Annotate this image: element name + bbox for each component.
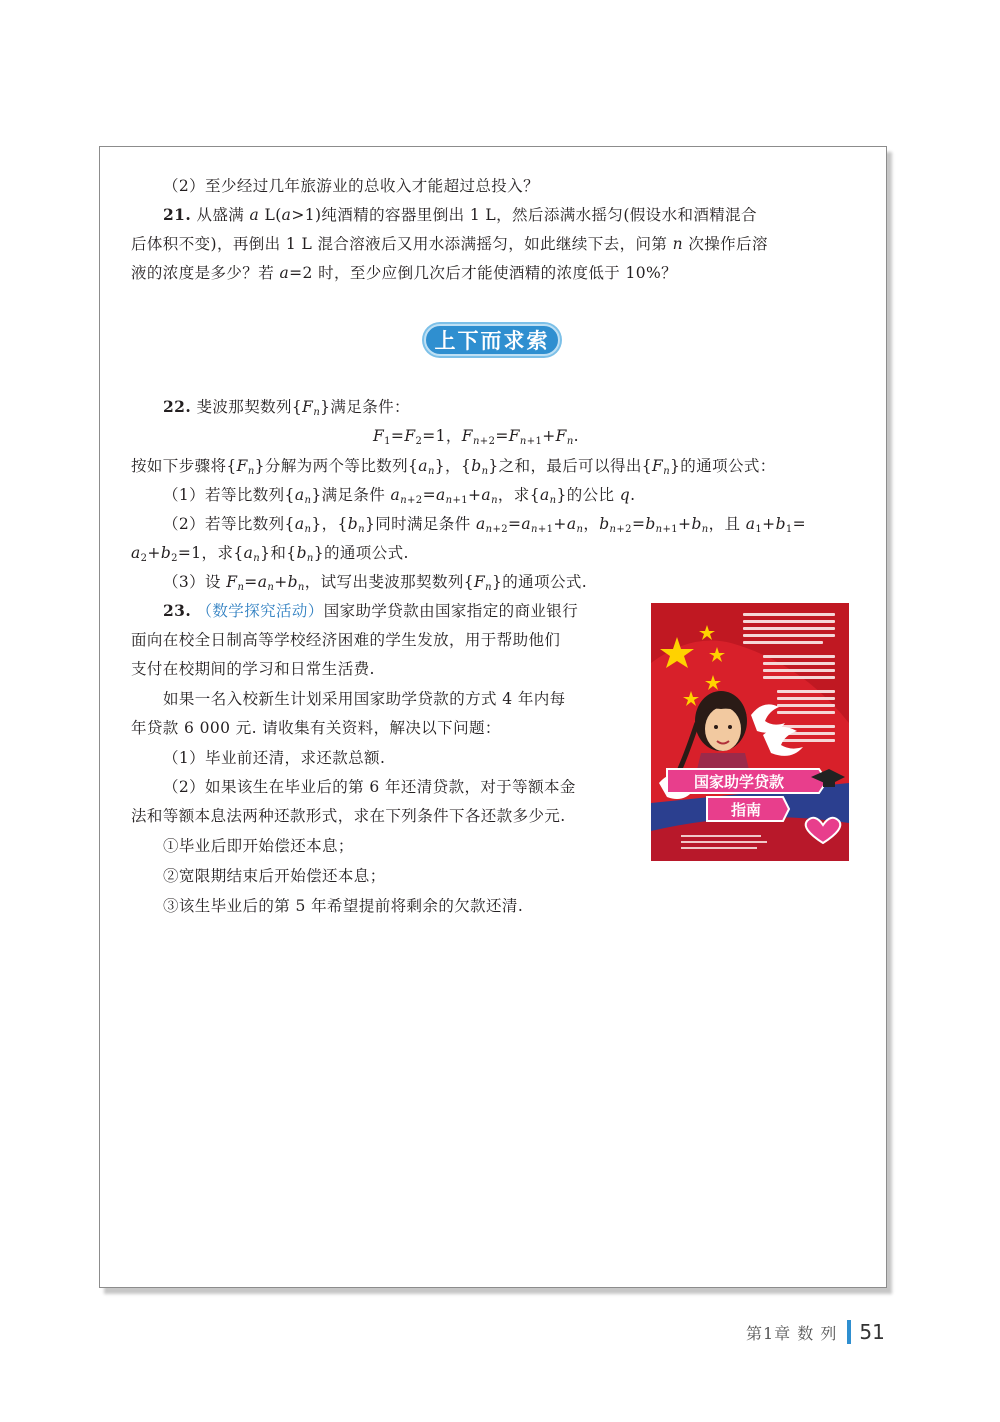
page-number: 51 — [859, 1320, 885, 1344]
q23-line2: 面向在校全日制高等学校经济困难的学生发放，用于帮助他们 — [131, 631, 561, 649]
q21-line3: 液的浓度是多少？若 a=2 时，至少应倒几次后才能使酒精的浓度低于 10%？ — [131, 264, 678, 282]
q23-line3: 支付在校期间的学习和日常生活费. — [131, 660, 375, 678]
section-banner — [424, 324, 560, 356]
q23-condition2: ②宽限期结束后开始偿还本息； — [163, 867, 386, 885]
q23-condition3: ③该生毕业后的第 5 年希望提前将剩余的欠款还清. — [163, 897, 524, 915]
q22-condition: 按如下步骤将$\{F_n\}$分解为两个等比数列$\{a_n\}$，$\{b_n\}$之和，最后可以得出$\{F_n\}$的通项公式： — [131, 457, 776, 477]
q22-part2-line2: $a_2+b_2=1$，求$\{a_n\}$和$\{b_n\}$的通项公式. — [131, 544, 409, 564]
cover-title-line1: 国家助学贷款 — [693, 773, 785, 791]
q22-formula: $F_1=F_2=1$，$F_{n+2}=F_{n+1}+F_n$. — [373, 427, 579, 447]
q23-condition1: ①毕业后即开始偿还本息； — [163, 837, 354, 855]
q23-line1: 23. （数学探究活动）国家助学贷款由国家指定的商业银行 — [163, 601, 579, 620]
q23-part2-line1: （2）如果该生在毕业后的第 6 年还清贷款，对于等额本金 — [163, 778, 576, 796]
q23-part2-line2: 法和等额本息法两种还款形式，求在下列条件下各还款多少元. — [131, 807, 566, 825]
page-footer — [746, 1320, 885, 1344]
q20-part2: （2）至少经过几年旅游业的总收入才能超过总投入？ — [163, 177, 539, 195]
q22-part3: （3）设 $F_n=a_n+b_n$，试写出斐波那契数列$\{F_n\}$的通项公式. — [163, 573, 588, 593]
q22-intro: 22. 斐波那契数列$\{F_n\}$满足条件： — [163, 397, 410, 418]
q23-activity-label: （数学探究活动） — [196, 602, 324, 620]
cover-title-line2: 指南 — [730, 801, 762, 819]
loan-guide-cover-image — [651, 603, 849, 861]
q22-part1: （1）若等比数列$\{a_n\}$满足条件 $a_{n+2}=a_{n+1}+a_n$，求$\{a_n\}$的公比 q. — [163, 486, 636, 506]
q23-line5: 年贷款 6 000 元. 请收集有关资料，解决以下问题： — [131, 719, 501, 737]
q21-line2: 后体积不变)，再倒出 1 L 混合溶液后又用水添满摇匀，如此继续下去，问第 n 次操作后溶 — [131, 235, 768, 253]
q23-part1: （1）毕业前还清，求还款总额. — [163, 749, 386, 767]
q21-line1: 21. 从盛满 a L(a>1)纯酒精的容器里倒出 1 L，然后添满水摇匀(假设水和酒精混合 — [163, 205, 757, 224]
q23-line4: 如果一名入校新生计划采用国家助学贷款的方式 4 年内每 — [163, 690, 566, 708]
q22-part2-line1: （2）若等比数列$\{a_n\}$，$\{b_n\}$同时满足条件 $a_{n+2}=a_{n+1}+a_n$，$b_{n+2}=b_{n+1}+b_n$，且 $a_1+b_1=$ — [163, 515, 807, 535]
footer-divider — [847, 1320, 851, 1344]
section-banner-text: 上下而求索 — [434, 329, 550, 353]
chapter-title: 第1章 数 列 — [746, 1323, 838, 1343]
